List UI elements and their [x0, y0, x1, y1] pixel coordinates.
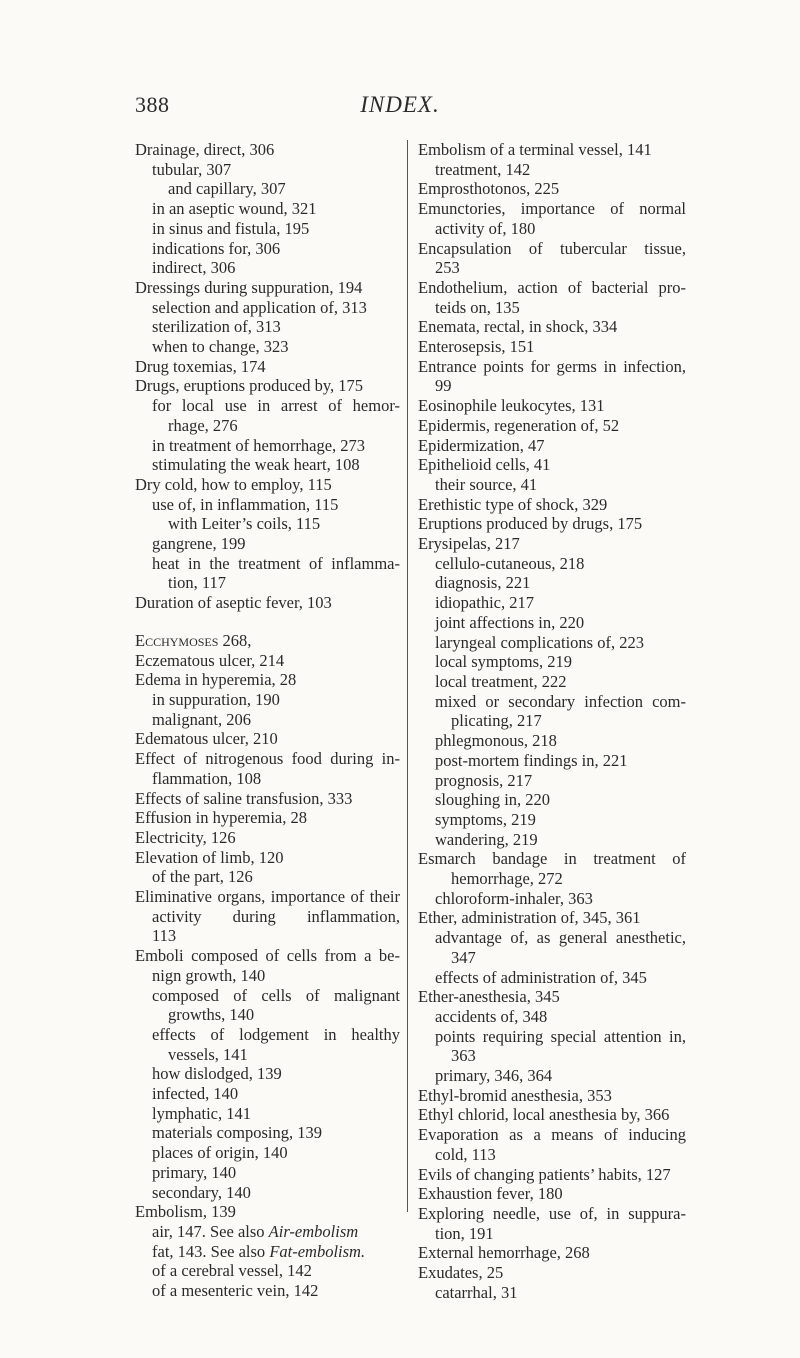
- index-subentry: [418, 810, 686, 830]
- entry-text: Ethyl-bromid anesthesia, 353: [418, 1085, 612, 1105]
- index-entry: [418, 1165, 686, 1185]
- index-entry: [418, 179, 686, 199]
- index-subentry: [135, 534, 400, 554]
- entry-text: Dry cold, how to employ, 115: [135, 474, 332, 494]
- entry-text: Drugs, eruptions produced by, 175: [135, 376, 364, 396]
- entry-text: primary, 140: [152, 1162, 237, 1182]
- index-subentry: [135, 396, 400, 416]
- index-subentry: [418, 771, 686, 791]
- index-entry: [135, 828, 400, 848]
- index-subentry: [135, 436, 400, 456]
- index-subentry: [418, 258, 686, 278]
- index-subentry: [418, 711, 686, 731]
- entry-text: activity of, 180: [435, 218, 536, 238]
- entry-text: Edematous ulcer, 210: [135, 729, 278, 749]
- index-subentry: [135, 573, 400, 593]
- entry-text: diagnosis, 221: [435, 573, 531, 593]
- entry-text: of a cerebral vessel, 142: [152, 1261, 312, 1281]
- entry-text: advantage of, as general anesthetic,: [435, 928, 686, 948]
- index-entry: [135, 729, 400, 749]
- index-subentry: [418, 948, 686, 968]
- index-subentry: [418, 219, 686, 239]
- entry-text: lymphatic, 141: [152, 1103, 251, 1123]
- entry-text: heat in the treatment of inflamma-: [152, 553, 400, 573]
- entry-text: their source, 41: [435, 474, 538, 494]
- index-subentry: [418, 652, 686, 672]
- entry-text: treatment, 142: [435, 159, 531, 179]
- index-entry: [135, 357, 400, 377]
- entry-text: with Leiter’s coils, 115: [168, 514, 321, 534]
- entry-text: places of origin, 140: [152, 1143, 288, 1163]
- index-subentry: [135, 179, 400, 199]
- index-subentry: [418, 1046, 686, 1066]
- entry-text: Endothelium, action of bacterial pro-: [418, 277, 686, 297]
- entry-text: joint affections in, 220: [435, 612, 585, 632]
- entry-text: gangrene, 199: [152, 534, 246, 554]
- entry-text: Evils of changing patients’ habits, 127: [418, 1164, 671, 1184]
- entry-text: Electricity, 126: [135, 827, 236, 847]
- index-subentry: [135, 554, 400, 574]
- index-subentry: [418, 869, 686, 889]
- entry-text: indirect, 306: [152, 258, 236, 278]
- entry-text: plicating, 217: [451, 711, 542, 731]
- entry-text: effects of lodgement in healthy: [152, 1024, 400, 1044]
- index-subentry: [135, 690, 400, 710]
- entry-text: nign growth, 140: [152, 965, 266, 985]
- index-subentry: [418, 160, 686, 180]
- entry-text: Enterosepsis, 151: [418, 337, 535, 357]
- entry-text: flammation, 108: [152, 768, 262, 788]
- index-entry: [418, 1086, 686, 1106]
- index-subentry: [418, 928, 686, 948]
- entry-text: Erysipelas, 217: [418, 534, 520, 554]
- entry-text: use of, in inflammation, 115: [152, 494, 339, 514]
- entry-text: teids on, 135: [435, 297, 520, 317]
- index-entry: [418, 1184, 686, 1204]
- entry-text: Exhaustion fever, 180: [418, 1184, 563, 1204]
- index-entry: [418, 495, 686, 515]
- entry-text: Ethyl chlorid, local anesthesia by, 366: [418, 1105, 670, 1125]
- page-header: [0, 92, 800, 132]
- index-entry: [135, 848, 400, 868]
- index-subentry: [418, 1224, 686, 1244]
- index-subentry: [135, 1163, 400, 1183]
- entry-text: Exploring needle, use of, in suppura-: [418, 1203, 686, 1223]
- entry-text: local symptoms, 219: [435, 652, 573, 672]
- entry-text: Enemata, rectal, in shock, 334: [418, 317, 618, 337]
- index-entry: [418, 416, 686, 436]
- entry-text: symptoms, 219: [435, 809, 536, 829]
- entry-text: of the part, 126: [152, 867, 253, 887]
- entry-text: 113: [152, 926, 177, 946]
- entry-text: Eczematous ulcer, 214: [135, 650, 285, 670]
- index-subentry: [135, 1045, 400, 1065]
- index-subentry: [418, 1145, 686, 1165]
- entry-text: catarrhal, 31: [435, 1282, 518, 1302]
- entry-text: Emunctories, importance of normal: [418, 199, 686, 219]
- entry-text: when to change, 323: [152, 337, 289, 357]
- entry-text: and capillary, 307: [168, 179, 286, 199]
- index-subentry: [418, 672, 686, 692]
- entry-text: chloroform-inhaler, 363: [435, 888, 593, 908]
- index-subentry: [135, 1281, 400, 1301]
- index-subentry: [135, 986, 400, 1006]
- index-subentry: [135, 1143, 400, 1163]
- entry-text: malignant, 206: [152, 709, 251, 729]
- index-subentry: [135, 1104, 400, 1124]
- index-column-left: [135, 140, 400, 1301]
- index-subentry: [135, 1183, 400, 1203]
- index-subentry: [135, 258, 400, 278]
- index-entry: [418, 987, 686, 1007]
- index-entry: [135, 631, 400, 651]
- entry-text: Ether, administration of, 345, 361: [418, 908, 641, 928]
- index-subentry: [418, 1283, 686, 1303]
- entry-text: Effects of saline transfusion, 333: [135, 788, 353, 808]
- entry-text: in treatment of hemorrhage, 273: [152, 435, 366, 455]
- index-subentry: [418, 790, 686, 810]
- index-subentry: [135, 907, 400, 927]
- cross-reference: Air-embolism: [268, 1221, 359, 1241]
- index-entry: [135, 140, 400, 160]
- entry-text: Emboli composed of cells from a be-: [135, 946, 400, 966]
- index-subentry: [418, 298, 686, 318]
- index-subentry: [135, 926, 400, 946]
- index-entry: [418, 357, 686, 377]
- index-entry: [135, 1202, 400, 1222]
- entry-text: Ether-anesthesia, 345: [418, 987, 560, 1007]
- entry-text: Embolism, 139: [135, 1202, 236, 1222]
- entry-text: in sinus and fistula, 195: [152, 218, 310, 238]
- index-subentry: [135, 337, 400, 357]
- index-subentry: [418, 830, 686, 850]
- entry-text: Emprosthotonos, 225: [418, 179, 560, 199]
- entry-text: Evaporation as a means of inducing: [418, 1125, 686, 1145]
- index-subentry: [135, 317, 400, 337]
- entry-text: selection and application of, 313: [152, 297, 367, 317]
- index-entry: [135, 376, 400, 396]
- index-entry: [418, 908, 686, 928]
- index-subentry: [135, 966, 400, 986]
- entry-text: 253: [435, 258, 460, 278]
- index-entry: [135, 808, 400, 828]
- entry-text: Duration of aseptic fever, 103: [135, 593, 332, 613]
- entry-text: cellulo-cutaneous, 218: [435, 553, 585, 573]
- entry-text: tion, 117: [168, 573, 227, 593]
- entry-text: stimulating the weak heart, 108: [152, 455, 360, 475]
- entry-text: Dressings during suppuration, 194: [135, 277, 363, 297]
- entry-text: effects of administration of, 345: [435, 967, 647, 987]
- entry-text: Entrance points for germs in infection,: [418, 356, 686, 376]
- column-divider: [407, 140, 408, 1212]
- entry-text: vessels, 141: [168, 1044, 248, 1064]
- index-subentry: [418, 554, 686, 574]
- index-subentry: [135, 867, 400, 887]
- index-entry: [418, 1263, 686, 1283]
- entry-text: phlegmonous, 218: [435, 731, 557, 751]
- entry-text: post-mortem findings in, 221: [435, 750, 628, 770]
- entry-text: Eruptions produced by drugs, 175: [418, 514, 643, 534]
- index-subentry: [135, 416, 400, 436]
- entry-text: composed of cells of malignant: [152, 985, 400, 1005]
- index-subentry: [418, 692, 686, 712]
- index-subentry: [135, 495, 400, 515]
- index-entry: [418, 140, 686, 160]
- entry-text: Drainage, direct, 306: [135, 140, 275, 159]
- entry-text: Exudates, 25: [418, 1263, 504, 1283]
- entry-text: air, 147. See also: [152, 1221, 265, 1241]
- entry-text: tubular, 307: [152, 159, 232, 179]
- index-subentry: [135, 219, 400, 239]
- index-entry: [418, 455, 686, 475]
- index-entry: [418, 1204, 686, 1224]
- index-subentry: [135, 239, 400, 259]
- index-entry: [418, 239, 686, 259]
- index-entry: [418, 514, 686, 534]
- index-entry: [418, 396, 686, 416]
- index-entry: [135, 887, 400, 907]
- index-subentry: [135, 199, 400, 219]
- cross-reference: Fat-embolism.: [269, 1241, 366, 1261]
- index-entry: [418, 317, 686, 337]
- index-entry: [135, 651, 400, 671]
- entry-text: in an aseptic wound, 321: [152, 199, 317, 219]
- index-subentry: [135, 769, 400, 789]
- entry-text: how dislodged, 139: [152, 1064, 282, 1084]
- index-entry: [418, 849, 686, 869]
- entry-text: Epidermization, 47: [418, 435, 545, 455]
- index-entry: [418, 199, 686, 219]
- entry-text: Epidermis, regeneration of, 52: [418, 415, 620, 435]
- index-subentry: [135, 1123, 400, 1143]
- index-subentry: [418, 1066, 686, 1086]
- index-subentry: [418, 751, 686, 771]
- entry-text: secondary, 140: [152, 1182, 251, 1202]
- entry-text: wandering, 219: [435, 829, 538, 849]
- entry-text: Effect of nitrogenous food during in-: [135, 749, 400, 769]
- entry-text: local treatment, 222: [435, 671, 567, 691]
- entry-text: rhage, 276: [168, 415, 238, 435]
- index-entry: [135, 278, 400, 298]
- entry-text: tion, 191: [435, 1223, 494, 1243]
- entry-text: indications for, 306: [152, 238, 281, 258]
- index-entry: [418, 436, 686, 456]
- entry-text: Eosinophile leukocytes, 131: [418, 396, 605, 416]
- index-entry: [135, 789, 400, 809]
- entry-text: activity during inflammation,: [152, 906, 400, 926]
- index-subentry: [418, 376, 686, 396]
- entry-text: Eliminative organs, importance of their: [135, 887, 400, 907]
- entry-text: Effusion in hyperemia, 28: [135, 808, 307, 828]
- entry-text: Esmarch bandage in treatment of: [418, 849, 686, 869]
- index-subentry: [135, 1222, 400, 1242]
- index-subentry: [135, 1005, 400, 1025]
- index-subentry: [418, 968, 686, 988]
- page-number: 388: [135, 92, 170, 117]
- entry-text: sloughing in, 220: [435, 790, 551, 810]
- index-entry: [135, 593, 400, 613]
- index-subentry: [418, 1027, 686, 1047]
- entry-text: External hemorrhage, 268: [418, 1243, 590, 1263]
- index-subentry: [418, 1007, 686, 1027]
- index-entry: [418, 278, 686, 298]
- entry-text: prognosis, 217: [435, 770, 533, 790]
- index-subentry: [135, 1261, 400, 1281]
- entry-text: sterilization of, 313: [152, 317, 281, 337]
- index-column-right: [418, 140, 686, 1302]
- index-subentry: [418, 633, 686, 653]
- entry-text: growths, 140: [168, 1005, 255, 1025]
- entry-text: Drug toxemias, 174: [135, 356, 266, 376]
- entry-text: materials composing, 139: [152, 1123, 323, 1143]
- index-entry: [135, 946, 400, 966]
- entry-text: idiopathic, 217: [435, 593, 534, 613]
- index-subentry: [418, 613, 686, 633]
- entry-text: fat, 143. See also: [152, 1241, 266, 1261]
- entry-text: of a mesenteric vein, 142: [152, 1281, 319, 1301]
- entry-text: 347: [451, 947, 476, 967]
- index-subentry: [135, 1064, 400, 1084]
- entry-text: Epithelioid cells, 41: [418, 455, 551, 475]
- index-subentry: [418, 573, 686, 593]
- index-subentry: [418, 475, 686, 495]
- index-entry: [135, 475, 400, 495]
- index-entry: [418, 1243, 686, 1263]
- index-entry: [418, 337, 686, 357]
- index-subentry: [135, 160, 400, 180]
- entry-text: Embolism of a terminal vessel, 141: [418, 140, 652, 159]
- entry-text: 363: [451, 1046, 476, 1066]
- entry-text: points requiring special attention in,: [435, 1026, 686, 1046]
- entry-text: for local use in arrest of hemor-: [152, 396, 400, 416]
- entry-text: hemorrhage, 272: [451, 869, 563, 889]
- index-entry: [418, 534, 686, 554]
- running-head: INDEX.: [360, 92, 440, 117]
- index-subentry: [135, 514, 400, 534]
- index-subentry: [135, 298, 400, 318]
- entry-text: accidents of, 348: [435, 1006, 548, 1026]
- entry-text: Encapsulation of tubercular tissue,: [418, 238, 686, 258]
- section-gap: [135, 613, 400, 631]
- index-entry: [135, 670, 400, 690]
- index-subentry: [135, 710, 400, 730]
- entry-text: infected, 140: [152, 1084, 239, 1104]
- index-entry: [418, 1105, 686, 1125]
- index-subentry: [418, 593, 686, 613]
- index-subentry: [135, 1025, 400, 1045]
- entry-text: Erethistic type of shock, 329: [418, 494, 608, 514]
- entry-text: mixed or secondary infection com-: [435, 691, 686, 711]
- index-subentry: [135, 455, 400, 475]
- entry-text: Ecchymoses 268,: [135, 630, 252, 650]
- index-subentry: [418, 889, 686, 909]
- entry-text: laryngeal complications of, 223: [435, 632, 644, 652]
- index-entry: [418, 1125, 686, 1145]
- entry-text: cold, 113: [435, 1144, 496, 1164]
- index-subentry: [135, 1084, 400, 1104]
- entry-text: Elevation of limb, 120: [135, 847, 284, 867]
- index-subentry: [418, 731, 686, 751]
- entry-text: Edema in hyperemia, 28: [135, 670, 297, 690]
- entry-text: in suppuration, 190: [152, 689, 280, 709]
- entry-text: primary, 346, 364: [435, 1066, 553, 1086]
- index-subentry: [135, 1242, 400, 1262]
- index-entry: [135, 749, 400, 769]
- entry-text: 99: [435, 376, 452, 396]
